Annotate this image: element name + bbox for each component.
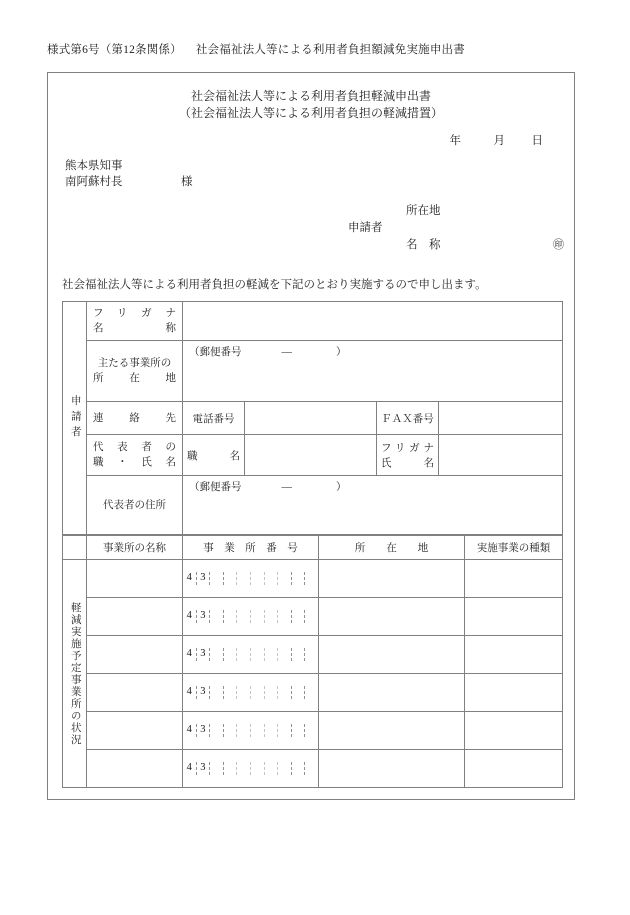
furigana-label: フリガナ	[93, 308, 176, 319]
office-number-digit[interactable]	[265, 572, 279, 585]
table-header-row	[63, 536, 563, 560]
office-number-digit[interactable]: 4	[183, 572, 197, 585]
office-number-digit[interactable]	[305, 572, 318, 585]
office-number-digit[interactable]: 4	[183, 648, 197, 661]
office-number-digit[interactable]	[210, 610, 224, 623]
seal-icon: ㊞	[553, 239, 564, 251]
office-number-digit[interactable]	[305, 724, 318, 737]
office-location-input[interactable]	[319, 636, 465, 674]
table-row	[63, 476, 563, 535]
office-number-input[interactable]	[183, 712, 319, 750]
office-number-digit[interactable]	[292, 724, 306, 737]
date-month-label: 月	[493, 135, 505, 147]
offices-side-label: 軽減実施予定事業所の状況	[63, 560, 87, 788]
office-number-digit[interactable]	[224, 724, 238, 737]
signature-applicant-label: 申請者	[348, 222, 383, 234]
fax-label: ＦＡＸ番号	[381, 413, 434, 425]
table-row	[63, 560, 563, 598]
document-subtitle: （社会福祉法人等による利用者負担の軽減措置）	[178, 106, 443, 120]
addressee-line-1: 熊本県知事	[65, 160, 123, 172]
rep-postal-code-hint	[189, 482, 347, 493]
rep-postal-prefix: （郵便番号	[189, 482, 242, 493]
tel-label-cell	[183, 402, 245, 435]
office-number-digit[interactable]	[224, 572, 238, 585]
office-number-digit[interactable]	[265, 686, 279, 699]
office-number-digit[interactable]	[292, 648, 306, 661]
office-service-type-input[interactable]	[465, 598, 563, 636]
date-line	[417, 132, 543, 148]
office-name-input[interactable]	[87, 598, 183, 636]
date-day-label: 日	[531, 135, 543, 147]
table-row	[63, 636, 563, 674]
applicant-office-address-input[interactable]	[183, 341, 563, 402]
addressee-honorific: 様	[181, 176, 193, 188]
office-number-digit[interactable]	[224, 686, 238, 699]
office-number-digit[interactable]	[265, 648, 279, 661]
office-number-digit[interactable]: 3	[197, 762, 211, 775]
table-row	[63, 402, 563, 435]
office-name-input[interactable]	[87, 636, 183, 674]
row-label-contact	[87, 402, 183, 435]
office-number-digit[interactable]	[251, 572, 265, 585]
rep-furigana-label: フリガナ	[381, 443, 434, 454]
office-number-digit[interactable]	[237, 572, 251, 585]
postal-suffix: ）	[336, 347, 347, 358]
office-number-input[interactable]	[183, 750, 319, 788]
rep-postal-suffix: ）	[336, 482, 347, 493]
office-number-digit[interactable]	[251, 686, 265, 699]
office-name-input[interactable]	[87, 560, 183, 598]
office-number-digit[interactable]	[210, 762, 224, 775]
office-name-input[interactable]	[87, 712, 183, 750]
statement-text: 社会福祉法人等による利用者負担の軽減を下記のとおり実施するので申し出ます。	[62, 279, 487, 291]
office-number-digit[interactable]	[251, 762, 265, 775]
office-name-input[interactable]	[87, 674, 183, 712]
office-number-digit[interactable]: 4	[183, 610, 197, 623]
office-number-digit[interactable]	[251, 648, 265, 661]
signature-address-label: 所在地	[406, 205, 441, 217]
form-number-line	[47, 41, 465, 57]
office-number-digit[interactable]	[278, 686, 292, 699]
signature-address-row	[348, 203, 564, 220]
form-number-code: 様式第6号（第12条関係）	[47, 44, 182, 56]
contact-label: 連 絡 先	[93, 412, 176, 424]
table-row	[63, 598, 563, 636]
applicant-table	[62, 301, 563, 535]
rep-postal-dash: —	[281, 482, 292, 493]
form-sheet	[47, 72, 575, 800]
postal-code-hint	[189, 347, 347, 358]
office-number-digit[interactable]	[224, 762, 238, 775]
signature-name-label: 名 称	[406, 239, 441, 251]
office-name-input[interactable]	[87, 750, 183, 788]
rep-name-input[interactable]	[439, 435, 563, 476]
rep-name-label: 氏 名	[381, 458, 434, 469]
rep-address-label: 代表者の住所	[103, 499, 166, 511]
office-number-digit[interactable]	[265, 610, 279, 623]
row-label-name	[87, 302, 183, 341]
fax-label-cell	[377, 402, 439, 435]
postal-prefix: （郵便番号	[189, 347, 242, 358]
header-office-name: 事業所の名称	[87, 536, 183, 560]
addressee-block	[65, 158, 193, 190]
office-number-input[interactable]	[183, 674, 319, 712]
office-location-input[interactable]	[319, 598, 465, 636]
office-number-digit[interactable]: 3	[197, 724, 211, 737]
signature-applicant-row	[348, 220, 564, 237]
table-row	[63, 302, 563, 341]
table-row	[63, 674, 563, 712]
office-number-digit[interactable]	[210, 724, 224, 737]
form-number-name: 社会福祉法人等による利用者負担額減免実施申出書	[195, 44, 465, 56]
office-number-digit[interactable]: 3	[197, 572, 211, 585]
table-row	[63, 341, 563, 402]
office-service-type-input[interactable]	[465, 674, 563, 712]
office-number-digit[interactable]	[305, 648, 318, 661]
office-number-digit[interactable]	[210, 648, 224, 661]
office-number-input[interactable]	[183, 636, 319, 674]
office-number-digit[interactable]: 4	[183, 724, 197, 737]
applicant-signature-block	[348, 203, 564, 254]
office-number-digit[interactable]: 3	[197, 648, 211, 661]
office-number-digit[interactable]	[237, 648, 251, 661]
header-office-number: 事 業 所 番 号	[183, 536, 319, 560]
office-location-input[interactable]	[319, 560, 465, 598]
office-number-digit[interactable]	[292, 610, 306, 623]
applicant-name-input[interactable]	[183, 302, 563, 341]
office-service-type-input[interactable]	[465, 750, 563, 788]
addressee-line-2: 南阿蘇村長	[65, 176, 123, 188]
table-row	[63, 435, 563, 476]
date-year-label: 年	[449, 135, 461, 147]
office-number-digit[interactable]	[305, 686, 318, 699]
rep-title-label-line2: 職 ・ 氏 名	[93, 457, 176, 468]
office-number-digit[interactable]	[278, 724, 292, 737]
office-number-digit[interactable]	[278, 610, 292, 623]
document-title: 社会福祉法人等による利用者負担軽減申出書	[190, 89, 431, 103]
office-service-type-input[interactable]	[465, 636, 563, 674]
office-location-input[interactable]	[319, 750, 465, 788]
header-service-type: 実施事業の種類	[465, 536, 563, 560]
office-number-digit[interactable]	[305, 610, 318, 623]
rep-title-label-line1: 代 表 者 の	[93, 442, 176, 453]
office-number-digit[interactable]: 4	[183, 686, 197, 699]
office-number-digit[interactable]	[292, 686, 306, 699]
office-number-digit[interactable]	[237, 686, 251, 699]
office-number-digit[interactable]	[292, 572, 306, 585]
tel-input[interactable]	[245, 402, 377, 435]
office-number-input[interactable]	[183, 598, 319, 636]
rep-address-input[interactable]	[183, 476, 563, 535]
office-number-digit[interactable]	[251, 610, 265, 623]
job-input[interactable]	[245, 435, 377, 476]
office-number-digit[interactable]	[237, 762, 251, 775]
rep-name-label-cell	[377, 435, 439, 476]
office-number-digit[interactable]	[237, 724, 251, 737]
office-number-digit[interactable]	[278, 572, 292, 585]
office-number-digit[interactable]	[265, 724, 279, 737]
name-label: 名 称	[93, 323, 176, 334]
table-row	[63, 750, 563, 788]
office-number-digit[interactable]: 3	[197, 610, 211, 623]
row-label-rep-title	[87, 435, 183, 476]
offices-table	[62, 535, 563, 788]
postal-dash: —	[281, 347, 292, 358]
offices-corner-cell	[63, 536, 87, 560]
office-number-digit[interactable]	[210, 572, 224, 585]
office-number-digit[interactable]	[265, 762, 279, 775]
office-service-type-input[interactable]	[465, 560, 563, 598]
office-number-digit[interactable]	[278, 648, 292, 661]
office-number-digit[interactable]	[210, 686, 224, 699]
fax-input[interactable]	[439, 402, 563, 435]
row-label-office-address	[87, 341, 183, 402]
header-location: 所 在 地	[319, 536, 465, 560]
office-number-digit[interactable]	[224, 648, 238, 661]
signature-name-row	[348, 237, 564, 254]
office-number-digit[interactable]	[278, 762, 292, 775]
office-number-digit[interactable]	[237, 610, 251, 623]
office-service-type-input[interactable]	[465, 712, 563, 750]
job-label-cell	[183, 435, 245, 476]
office-address-label-line1: 主たる事業所の	[97, 358, 172, 369]
office-number-digit[interactable]	[224, 610, 238, 623]
office-location-input[interactable]	[319, 712, 465, 750]
office-number-digit[interactable]	[251, 724, 265, 737]
office-number-digit[interactable]	[305, 762, 318, 775]
row-label-rep-address	[87, 476, 183, 535]
office-address-label-line2: 所 在 地	[93, 373, 176, 384]
tel-label: 電話番号	[192, 413, 235, 425]
office-number-digit[interactable]: 4	[183, 762, 197, 775]
office-number-digit[interactable]: 3	[197, 686, 211, 699]
office-number-input[interactable]	[183, 560, 319, 598]
job-label: 職 名	[187, 450, 240, 462]
table-row	[63, 712, 563, 750]
office-number-digit[interactable]	[292, 762, 306, 775]
office-location-input[interactable]	[319, 674, 465, 712]
applicant-side-label: 申請者	[63, 302, 87, 535]
